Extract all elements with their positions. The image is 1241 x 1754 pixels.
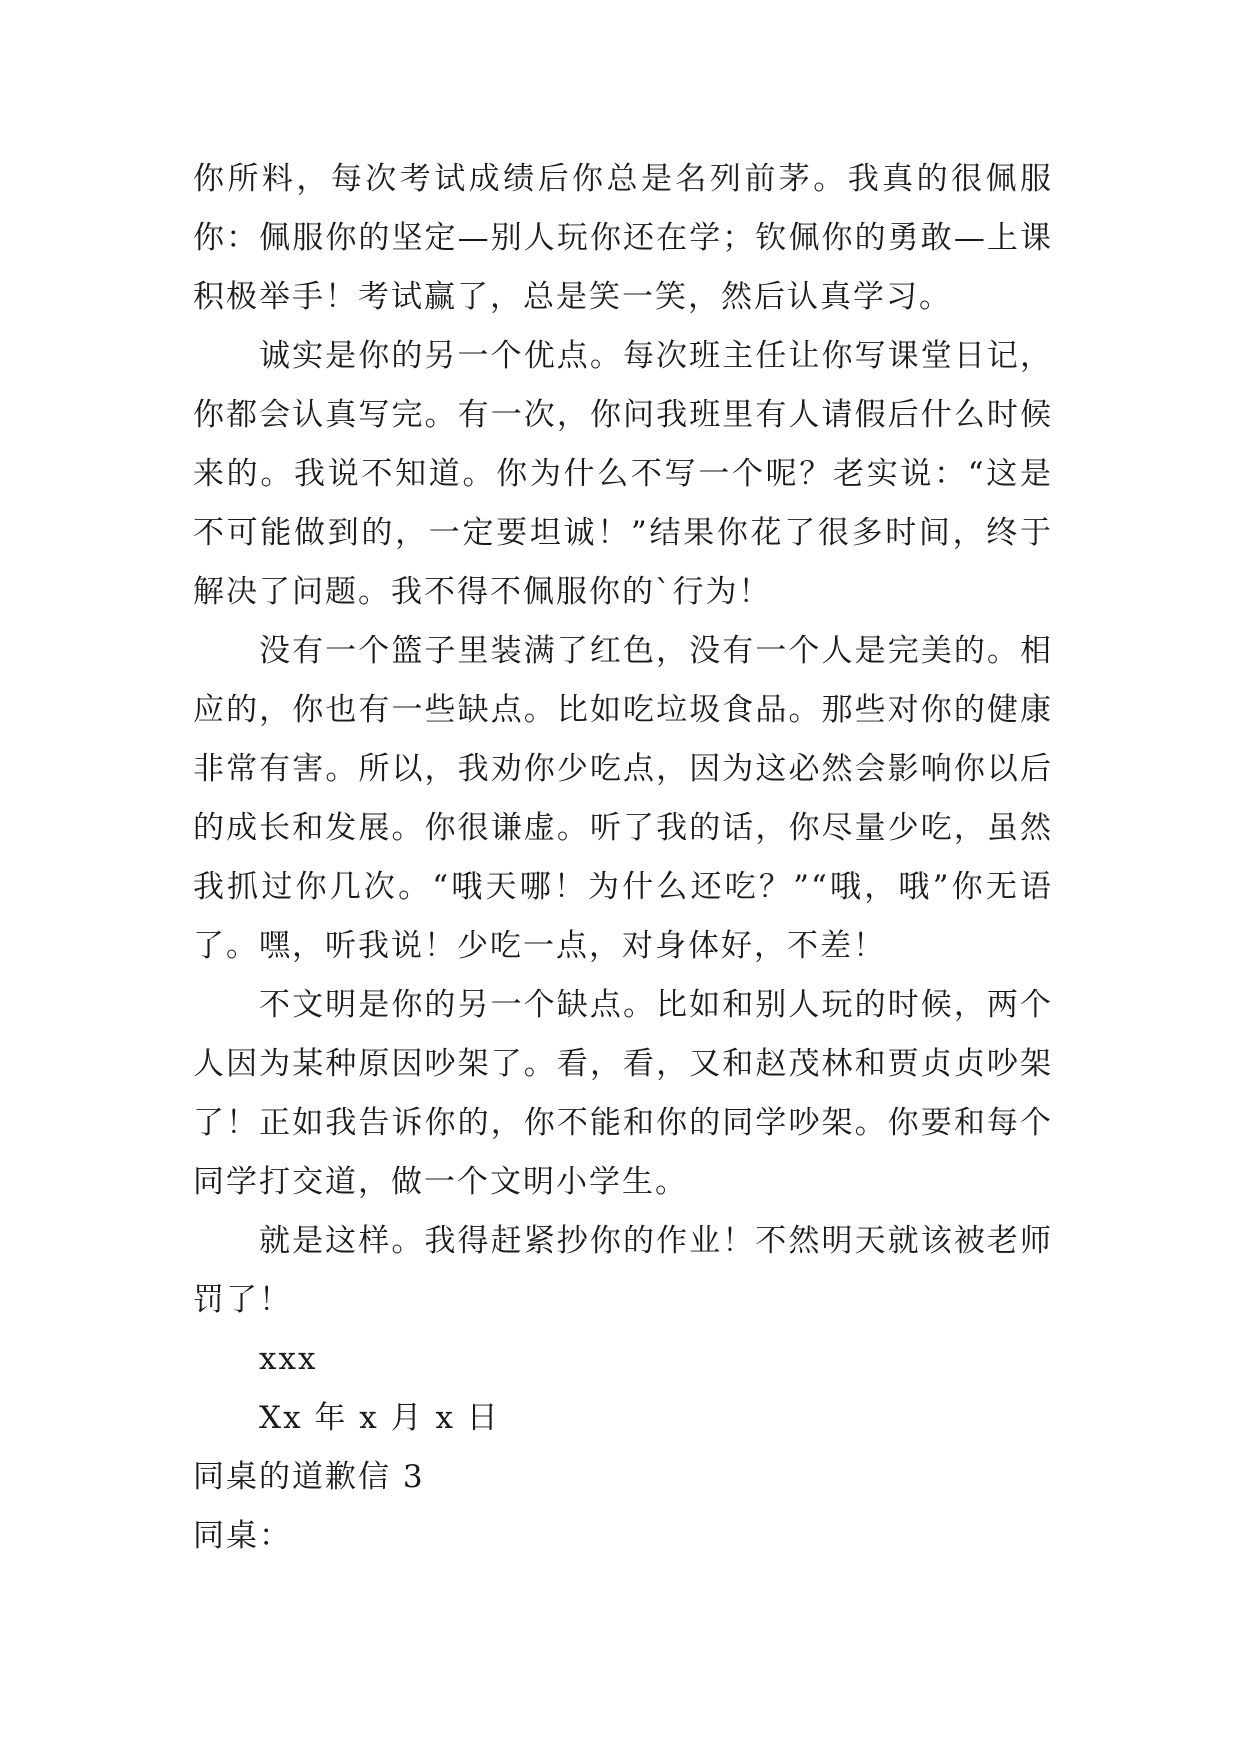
paragraph-5: 就是这样。我得赶紧抄你的作业！不然明天就该被老师罚了！ <box>193 1223 1053 1318</box>
date-line: Xx 年 x 月 x 日 <box>259 1400 500 1436</box>
salutation: 同桌： <box>193 1518 292 1554</box>
paragraph-3: 没有一个篮子里装满了红色，没有一个人是完美的。相应的，你也有一些缺点。比如吃垃圾食品。那些对你的健康非常有害。所以，我劝你少吃点，因为这必然会影响你以后的成长和发展。你很谦虚。听了我的话，你尽量少吃，虽然我抓过你几次。“哦天哪！为什么还吃？”“哦，哦”你无语了。嘿，听我说！少吃一点，对身体好，不差！ <box>193 633 1053 964</box>
paragraph-4: 不文明是你的另一个缺点。比如和别人玩的时候，两个人因为某种原因吵架了。看，看，又和赵茂林和贾贞贞吵架了！正如我告诉你的，你不能和你的同学吵架。你要和每个同学打交道，做一个文明小学生。 <box>193 987 1053 1200</box>
signature: xxx <box>259 1341 318 1377</box>
paragraph-1: 你所料，每次考试成绩后你总是名列前茅。我真的很佩服你：佩服你的坚定—别人玩你还在学；钦佩你的勇敢—上课积极举手！考试赢了，总是笑一笑，然后认真学习。 <box>193 161 1053 315</box>
paragraph-2: 诚实是你的另一个优点。每次班主任让你写课堂日记，你都会认真写完。有一次，你问我班里有人请假后什么时候来的。我说不知道。你为什么不写一个呢？老实说：“这是不可能做到的，一定要坦诚！”结果你花了很多时间，终于解决了问题。我不得不佩服你的`行为！ <box>193 338 1053 610</box>
section-title: 同桌的道歉信 3 <box>193 1459 425 1495</box>
letter-body <box>193 150 1053 1566</box>
